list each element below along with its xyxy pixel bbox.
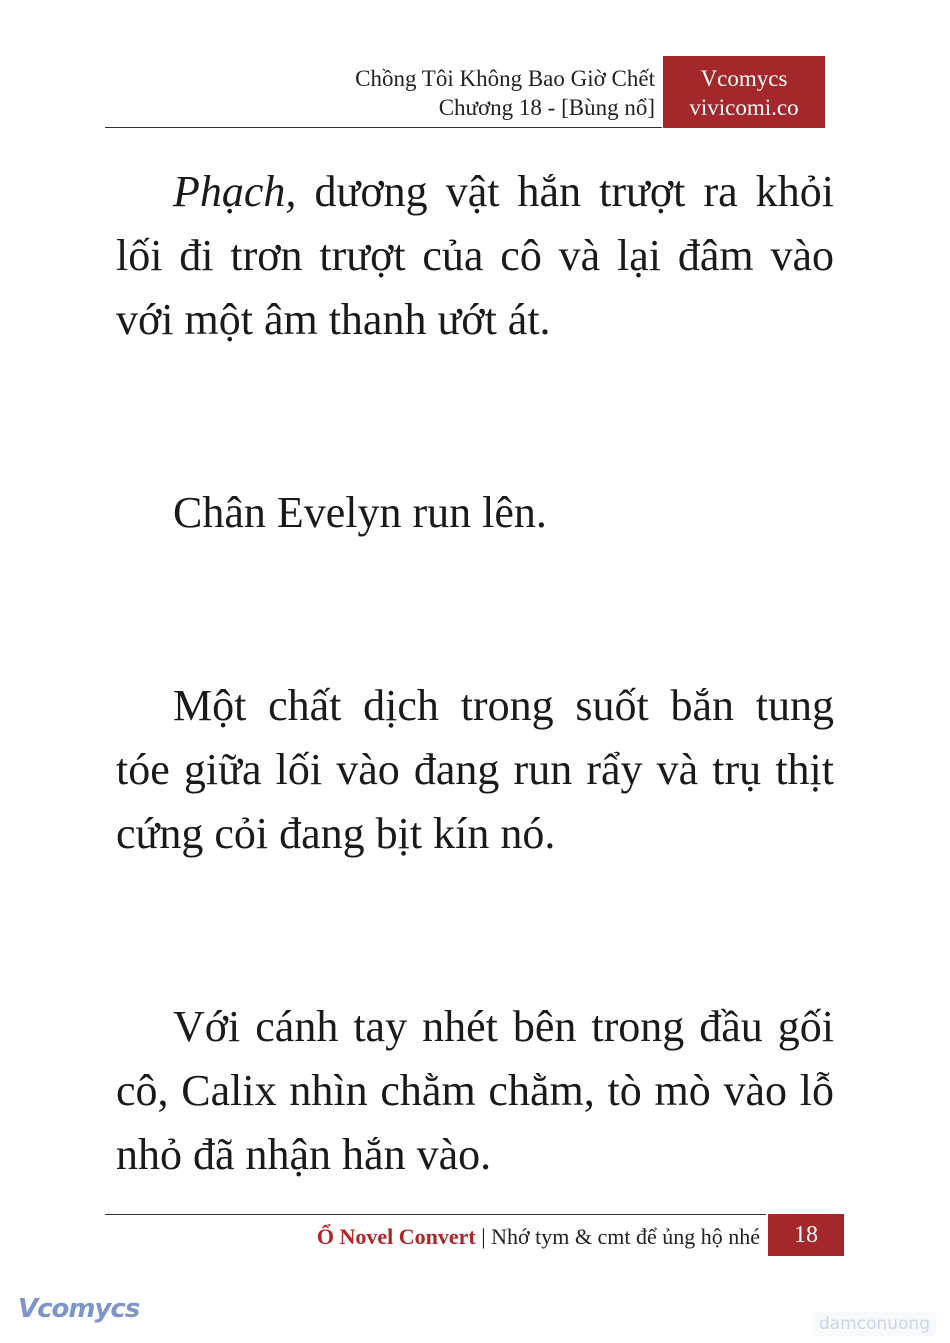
footer-message: Nhớ tym & cmt để ủng hộ nhé	[491, 1224, 760, 1249]
footer-brand: Ổ Novel Convert	[316, 1224, 476, 1249]
paragraph-4	[116, 995, 834, 1187]
header-titles	[355, 64, 655, 122]
paragraph-1	[116, 160, 834, 352]
chapter-body	[116, 160, 834, 1316]
watermark: damconuong	[813, 1312, 936, 1336]
paragraph-text: Một chất dịch trong suốt bắn tung tóe giữa lối vào đang run rẩy và trụ thịt cứng cỏi đang bịt kín nó.	[116, 681, 834, 858]
paragraph-text: Với cánh tay nhét bên trong đầu gối cô, Calix nhìn chằm chằm, tò mò vào lỗ nhỏ đã nhận hắn vào.	[116, 1002, 834, 1179]
page-number: 18	[768, 1214, 844, 1256]
footer-separator: |	[475, 1224, 492, 1249]
italic-sound-effect: Phạch,	[173, 167, 297, 216]
site-badge	[663, 56, 825, 128]
page-header	[105, 56, 825, 128]
vcomycs-logo: Vcomycs	[18, 1294, 140, 1324]
chapter-title: Chương 18 - [Bùng nổ]	[438, 95, 655, 120]
page-footer	[317, 1222, 760, 1252]
paragraph-2	[116, 481, 834, 545]
paragraph-3	[116, 674, 834, 866]
header-divider	[105, 127, 662, 128]
paragraph-text: dương vật hắn trượt ra khỏi lối đi trơn trượt của cô và lại đâm vào với một âm thanh ướt át.	[116, 167, 834, 344]
paragraph-text: Chân Evelyn run lên.	[173, 488, 547, 537]
footer-divider	[105, 1214, 766, 1215]
badge-site-url: vivicomi.co	[689, 95, 799, 120]
book-title: Chồng Tôi Không Bao Giờ Chết	[355, 66, 655, 91]
badge-site-name: Vcomycs	[700, 66, 788, 91]
